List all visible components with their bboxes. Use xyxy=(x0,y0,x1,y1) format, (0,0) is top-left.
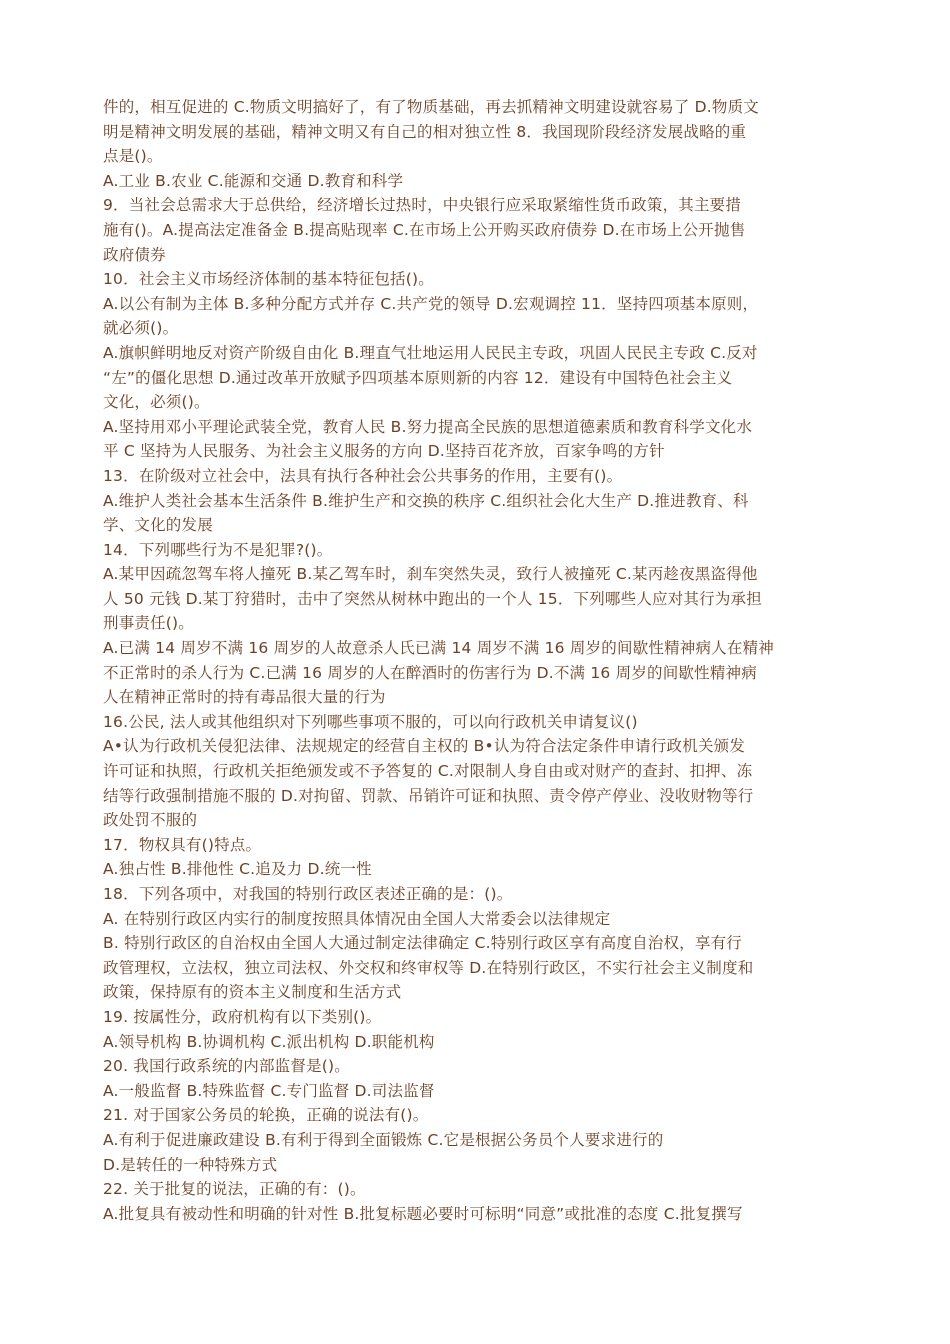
text-line: 政策，保持原有的资本主义制度和生活方式 xyxy=(103,983,402,1002)
text-line: A.批复具有被动性和明确的针对性 B.批复标题必要时可标明“同意”或批准的态度 C.批复撰写 xyxy=(103,1204,743,1223)
text-line: 人 50 元钱 D.某丁狩猎时，击中了突然从树林中跑出的一个人 15．下列哪些人应对其行为承担 xyxy=(103,589,762,608)
text-line: 平 C 坚持为人民服务、为社会主义服务的方向 D.坚持百花齐放，百家争鸣的方针 xyxy=(103,442,665,461)
text-line: 20. 我国行政系统的内部监督是()。 xyxy=(103,1057,350,1076)
text-line: A.领导机构 B.协调机构 C.派出机构 D.职能机构 xyxy=(103,1032,435,1051)
text-line: D.是转任的一种特殊方式 xyxy=(103,1155,278,1174)
text-line: A. 在特别行政区内实行的制度按照具体情况由全国人大常委会以法律规定 xyxy=(103,909,611,928)
text-line: A.工业 B.农业 C.能源和交通 D.教育和科学 xyxy=(103,171,404,190)
text-line: A.维护人类社会基本生活条件 B.维护生产和交换的秩序 C.组织社会化大生产 D.推进教育、科 xyxy=(103,491,749,510)
text-line: 18．下列各项中，对我国的特别行政区表述正确的是：()。 xyxy=(103,885,513,903)
text-line: 17．物权具有()特点。 xyxy=(103,835,262,854)
text-line: 明是精神文明发展的基础，精神文明又有自己的相对独立性 8．我国现阶段经济发展战略的重 xyxy=(103,122,747,141)
text-line: 政府债券 xyxy=(103,245,166,264)
text-line: 14．下列哪些行为不是犯罪?()。 xyxy=(103,540,333,559)
text-line: A.以公有制为主体 B.多种分配方式并存 C.共产党的领导 D.宏观调控 11．坚持四项基本原则， xyxy=(103,294,759,313)
text-line: “左”的僵化思想 D.通过改革开放赋予四项基本原则新的内容 12．建设有中国特色社会主义 xyxy=(103,368,733,387)
text-line: A.一般监督 B.特殊监督 C.专门监督 D.司法监督 xyxy=(103,1081,435,1100)
text-line: A.坚持用邓小平理论武装全党，教育人民 B.努力提高全民族的思想道德素质和教育科学文化水 xyxy=(103,417,753,436)
document-body xyxy=(103,95,853,1226)
text-line: 9．当社会总需求大于总供给，经济增长过热时，中央银行应采取紧缩性货币政策，其主要措 xyxy=(103,196,742,215)
text-line: 政处罚不服的 xyxy=(103,811,198,830)
text-line: A.独占性 B.排他性 C.追及力 D.统一性 xyxy=(103,860,372,879)
text-line: 许可证和执照，行政机关拒绝颁发或不予答复的 C.对限制人身自由或对财产的查封、扣押、冻 xyxy=(103,762,753,781)
text-line: 22. 关于批复的说法，正确的有：()。 xyxy=(103,1180,366,1199)
text-line: A.已满 14 周岁不满 16 周岁的人故意杀人氏已满 14 周岁不满 16 周岁的间歇性精神病人在精神 xyxy=(103,639,774,658)
text-line: 政管理权，立法权，独立司法权、外交权和终审权等 D.在特别行政区，不实行社会主义制度和 xyxy=(103,958,754,977)
text-line: 人在精神正常时的持有毒品很大量的行为 xyxy=(103,688,386,707)
text-line: 施有()。A.提高法定准备金 B.提高贴现率 C.在市场上公开购买政府债券 D.在市场上公开抛售 xyxy=(103,220,746,239)
text-line: 点是()。 xyxy=(103,147,163,166)
text-line: A•认为行政机关侵犯法律、法规规定的经营自主权的 B•认为符合法定条件申请行政机关颁发 xyxy=(103,737,746,756)
text-line: A.某甲因疏忽驾车将人撞死 B.某乙驾车时，刹车突然失灵，致行人被撞死 C.某丙趁夜黑盗得他 xyxy=(103,565,758,584)
text-line: 学、文化的发展 xyxy=(103,516,213,535)
text-line: 19. 按属性分，政府机构有以下类别()。 xyxy=(103,1007,382,1026)
text-line: 21. 对于国家公务员的轮换，正确的说法有()。 xyxy=(103,1106,429,1125)
text-line: 刑事责任()。 xyxy=(103,614,194,633)
text-line: 文化，必须()。 xyxy=(103,393,210,412)
text-line: 就必须()。 xyxy=(103,319,179,338)
text-line: A.旗帜鲜明地反对资产阶级自由化 B.理直气壮地运用人民民主专政，巩固人民民主专政 C.反对 xyxy=(103,343,758,362)
text-line: 不正常时的杀人行为 C.已满 16 周岁的人在醉酒时的伤害行为 D.不满 16 周岁的间歇性精神病 xyxy=(103,663,757,682)
text-line: B. 特别行政区的自治权由全国人大通过制定法律确定 C.特别行政区享有高度自治权，享有行 xyxy=(103,934,742,953)
text-line: 结等行政强制措施不服的 D.对拘留、罚款、吊销许可证和执照、责令停产停业、没收财物等行 xyxy=(103,786,754,805)
text-line: 13．在阶级对立社会中，法具有执行各种社会公共事务的作用，主要有()。 xyxy=(103,466,623,485)
text-line: 件的，相互促进的 C.物质文明搞好了，有了物质基础，再去抓精神文明建设就容易了 D.物质文 xyxy=(103,98,759,116)
text-line: 10．社会主义市场经济体制的基本特征包括()。 xyxy=(103,270,434,289)
text-line: A.有利于促进廉政建设 B.有利于得到全面锻炼 C.它是根据公务员个人要求进行的 xyxy=(103,1130,664,1149)
text-line: 16.公民, 法人或其他组织对下列哪些事项不服的，可以向行政机关申请复议() xyxy=(103,712,638,731)
